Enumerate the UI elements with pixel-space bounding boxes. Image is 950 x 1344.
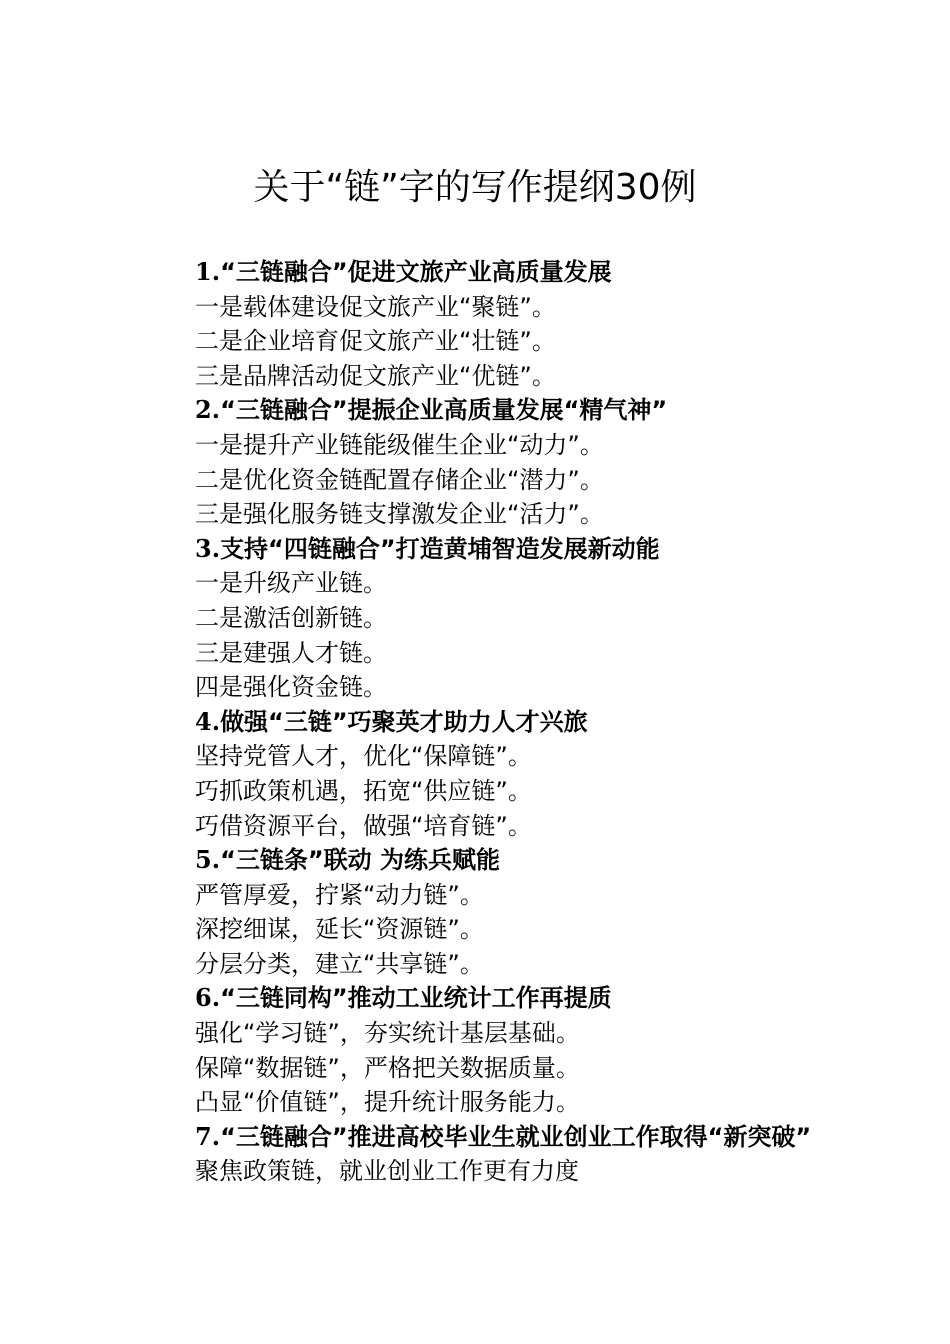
list-item: 三是品牌活动促文旅产业“优链”。: [195, 361, 556, 390]
outline-content: [145, 255, 835, 1189]
list-item: 四是强化资金链。: [195, 673, 387, 702]
section-heading-6: 6.“三链同构”推动工业统计工作再提质: [195, 983, 612, 1013]
list-item: 强化“学习链”，夯实统计基层基础。: [195, 1019, 580, 1048]
section-heading-2: 2.“三链融合”提振企业高质量发展“精气神”: [195, 395, 668, 425]
list-item: 深挖细谋，延长“资源链”。: [195, 915, 484, 944]
list-item: 巧抓政策机遇，拓宽“供应链”。: [195, 776, 532, 805]
list-item: 二是优化资金链配置存储企业“潜力”。: [195, 465, 604, 494]
list-item: 凸显“价值链”，提升统计服务能力。: [195, 1088, 580, 1117]
list-item: 一是载体建设促文旅产业“聚链”。: [195, 292, 556, 321]
section-heading-3: 3.支持“四链融合”打造黄埔智造发展新动能: [195, 533, 660, 563]
list-item: 严管厚爱，拧紧“动力链”。: [195, 880, 484, 909]
section-heading-7: 7.“三链融合”推进高校毕业生就业创业工作取得“新突破”: [195, 1121, 812, 1151]
list-item: 保障“数据链”，严格把关数据质量。: [195, 1053, 580, 1082]
list-item: 坚持党管人才，优化“保障链”。: [195, 742, 532, 771]
list-item: 巧借资源平台，做强“培育链”。: [195, 811, 532, 840]
list-item: 二是激活创新链。: [195, 603, 387, 632]
list-item: 三是强化服务链支撑激发企业“活力”。: [195, 500, 604, 529]
list-item: 一是提升产业链能级催生企业“动力”。: [195, 430, 604, 459]
list-item: 分层分类，建立“共享链”。: [195, 949, 484, 978]
section-heading-4: 4.做强“三链”巧聚英才助力人才兴旅: [195, 706, 588, 736]
section-heading-1: 1.“三链融合”促进文旅产业高质量发展: [195, 257, 612, 286]
list-item: 一是升级产业链。: [195, 569, 387, 598]
list-item: 三是建强人才链。: [195, 638, 387, 667]
section-heading-5: 5.“三链条”联动 为练兵赋能: [195, 845, 500, 875]
list-item: 二是企业培育促文旅产业“壮链”。: [195, 327, 556, 356]
list-item: 聚焦政策链，就业创业工作更有力度: [195, 1157, 579, 1186]
document-title: 关于“链”字的写作提纲30例: [253, 167, 697, 208]
